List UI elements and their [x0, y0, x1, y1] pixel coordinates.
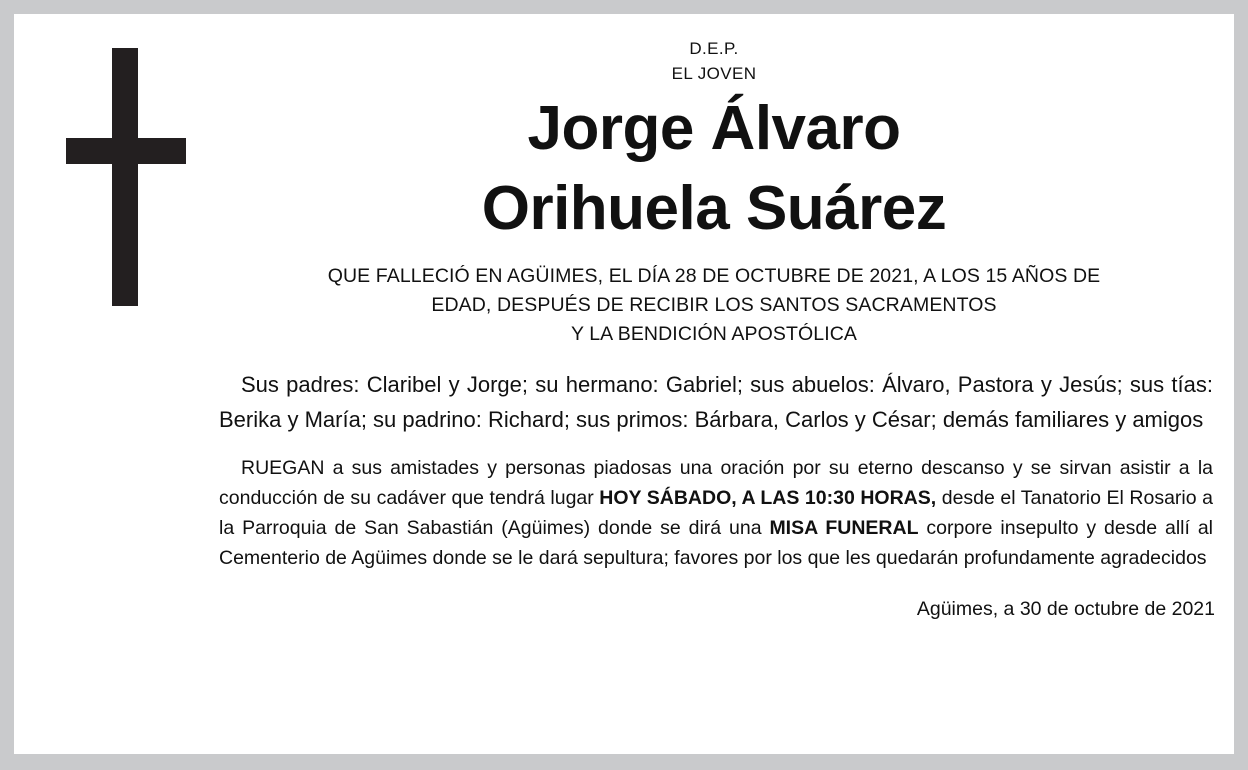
death-info [209, 262, 1219, 349]
obituary-content [209, 36, 1219, 623]
dep-line-1: D.E.P. [689, 39, 739, 58]
dep-line-2: EL JOVEN [671, 64, 757, 83]
deceased-name-line-2: Orihuela Suárez [481, 174, 947, 243]
cross-horizontal-bar [66, 138, 186, 164]
obituary-notice-card [14, 14, 1234, 754]
death-info-line-1: QUE FALLECIÓ EN AGÜIMES, EL DÍA 28 DE OCTUBRE DE 2021, A LOS 15 AÑOS DE [327, 265, 1101, 287]
request-text-part-1: RUEGAN a sus amistades y personas piadosas una oración por su eterno descanso y se sirvan asistir a la conducción de su cadáver que tendrá lugar [219, 457, 1213, 509]
cross-icon [38, 48, 208, 308]
request-text-part-3: corpore insepulto y desde allí al Cementerio de Agüimes donde se le dará sepultura; favores por los que les quedarán profundamente agradecidos [219, 517, 1213, 569]
funeral-request-paragraph [209, 453, 1219, 573]
request-text-part-2: desde el Tanatorio El Rosario a la Parroquia de San Sabastián (Agüimes) donde se dirá una [219, 487, 1213, 539]
deceased-name-line-1: Jorge Álvaro [527, 94, 901, 163]
death-info-line-3: Y LA BENDICIÓN APOSTÓLICA [570, 323, 858, 345]
place-and-date: Agüimes, a 30 de octubre de 2021 [916, 598, 1215, 620]
family-list: Sus padres: Claribel y Jorge; su hermano: Gabriel; sus abuelos: Álvaro, Pastora y Jesús; sus tías: Berika y María; su padrino: Richard; sus primos: Bárbara, Carlos y César; demás familiares y amigos [219, 372, 1213, 432]
cross-vertical-bar [112, 48, 138, 306]
request-highlight-mass: MISA FUNERAL [769, 517, 919, 539]
death-info-line-2: EDAD, DESPUÉS DE RECIBIR LOS SANTOS SACRAMENTOS [431, 294, 997, 316]
request-highlight-time: HOY SÁBADO, A LAS 10:30 HORAS, [599, 487, 937, 509]
